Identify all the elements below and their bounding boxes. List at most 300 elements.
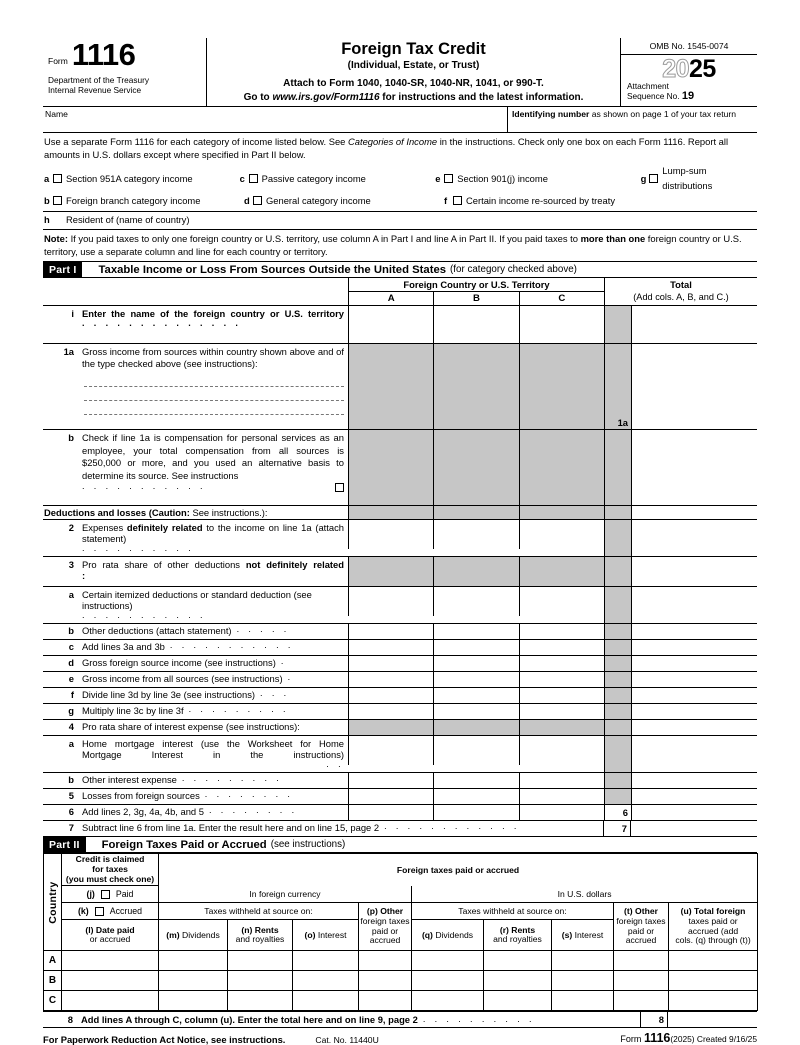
line-3c-text: Add lines 3a and 3b	[82, 641, 165, 653]
line-3c-cell-c[interactable]	[520, 640, 604, 655]
row-b-col-r[interactable]	[484, 971, 552, 991]
total-header-box	[605, 278, 757, 305]
line-3c-total-cell	[604, 640, 632, 655]
line-5-input-cells	[348, 789, 604, 804]
line-3c-cell-b[interactable]	[434, 640, 519, 655]
row-b-col-o[interactable]	[293, 971, 359, 991]
row-c-col-t[interactable]	[614, 991, 669, 1011]
credit-claimed-line2: for taxes	[92, 863, 128, 874]
credit-claimed-header	[62, 854, 159, 886]
line-1a-write-in-1[interactable]	[84, 386, 344, 387]
table-row[interactable]	[44, 951, 758, 971]
row-a-col-n[interactable]	[228, 951, 293, 971]
line-i-cell-c[interactable]	[520, 306, 604, 343]
line-4-input-cells	[348, 720, 604, 735]
category-option-a[interactable]	[44, 163, 240, 193]
line-3d-cell-a[interactable]	[349, 656, 434, 671]
row-a-col-s[interactable]	[552, 951, 614, 971]
line-2-total-rest	[632, 520, 757, 556]
line-4b-total-rest	[632, 773, 757, 788]
line-3a-text: Certain itemized deductions or standard deduction (see instructions)	[82, 589, 312, 612]
row-c-col-p[interactable]	[359, 991, 412, 1011]
line-1b-input-cells	[348, 430, 604, 505]
line-4a-cell-b[interactable]	[434, 736, 519, 765]
checkbox-a-icon[interactable]	[53, 174, 62, 183]
line-1b-total-rest	[632, 430, 757, 505]
row-b-col-m[interactable]	[159, 971, 228, 991]
row-b-col-l[interactable]	[62, 971, 159, 991]
column-m-label: Dividends	[182, 930, 220, 941]
withheld-at-source-foreign-header: Taxes withheld at source on:	[159, 903, 359, 920]
attachment-label: Attachment	[627, 81, 669, 91]
row-a-col-o[interactable]	[293, 951, 359, 971]
deductions-heading-total-cell	[604, 506, 632, 519]
line-3f-cell-b[interactable]	[434, 688, 519, 703]
row-c-col-l[interactable]	[62, 991, 159, 1011]
column-s-header	[552, 920, 614, 951]
table-row[interactable]	[44, 971, 758, 991]
line-i-cell-b[interactable]	[434, 306, 519, 343]
row-b-col-s[interactable]	[552, 971, 614, 991]
line-6-cell-b[interactable]	[434, 805, 519, 820]
column-r-line1: (r) Rents	[499, 924, 536, 935]
column-o-label: Interest	[317, 930, 347, 941]
line-7-total-marker-cell	[603, 821, 631, 836]
column-header-b: B	[434, 292, 519, 305]
department-line2: Internal Revenue Service	[48, 84, 142, 95]
line-3-total-rest	[632, 557, 757, 586]
line-3a-total-rest	[632, 587, 757, 623]
category-letter-b: b	[44, 195, 50, 207]
tax-year-suffix: 25	[689, 55, 716, 83]
line-5-cell-c[interactable]	[520, 789, 604, 804]
table-row[interactable]	[44, 991, 758, 1011]
accrued-checkbox-row[interactable]	[62, 903, 159, 920]
line-2-text-post: to the income on line 1a (attach statement)	[82, 522, 344, 545]
line-4a-cell-c[interactable]	[520, 736, 604, 765]
line-4-number: 4	[68, 721, 74, 733]
column-o-letter: (o)	[304, 930, 316, 941]
row-a-col-r[interactable]	[484, 951, 552, 971]
category-option-c[interactable]	[240, 163, 436, 193]
line-4a-number: a	[68, 738, 74, 750]
line-3d-text: Gross foreign source income (see instructions)	[82, 657, 276, 669]
line-3a-cell-c[interactable]	[520, 587, 604, 616]
category-label-f: Certain income re-sourced by treaty	[466, 195, 616, 207]
line-3f-cell-a[interactable]	[349, 688, 434, 703]
line-3d-cell-b[interactable]	[434, 656, 519, 671]
category-letter-d: d	[244, 195, 250, 207]
category-option-e[interactable]	[435, 163, 640, 193]
line-4b-number: b	[68, 774, 74, 786]
part1-row-3e: e Gross income from all sources (see instructions) .	[43, 671, 757, 687]
deductions-heading-cell-a	[349, 506, 434, 519]
part1-title	[82, 262, 576, 277]
part2-table	[43, 853, 757, 1011]
resident-row[interactable]	[43, 211, 757, 230]
category-letter-f: f	[444, 195, 448, 207]
line-1a-write-in-3[interactable]	[84, 414, 344, 415]
note-text-b: foreign country or U.S. territory, use a separate column and line for each country or territory.	[44, 233, 742, 257]
checkbox-b-icon[interactable]	[53, 196, 62, 205]
line-4b-input-cells	[348, 773, 604, 788]
row-b-col-q[interactable]	[412, 971, 484, 991]
line-6-total-rest[interactable]	[632, 805, 757, 820]
line-4b-cell-b[interactable]	[434, 773, 519, 788]
deductions-caution-rest: See instructions.):	[189, 507, 268, 519]
line-i-input-cells	[348, 306, 604, 343]
line-3c-cell-a[interactable]	[349, 640, 434, 655]
line-4b-cell-c[interactable]	[520, 773, 604, 788]
catalog-number: Cat. No. 11440U	[315, 1035, 379, 1045]
line-3d-cell-c[interactable]	[520, 656, 604, 671]
part1-title-text: Taxable Income or Loss From Sources Outside the United States	[98, 263, 447, 276]
line-4-text: Pro rata share of interest expense (see instructions):	[82, 721, 300, 733]
line-1a-total-rest[interactable]	[632, 344, 757, 429]
line-6-input-cells	[348, 805, 604, 820]
line-4b-total-cell	[604, 773, 632, 788]
goto-suffix: for instructions and the latest information.	[379, 92, 584, 103]
column-p-line2: foreign taxes	[360, 916, 410, 927]
category-letter-g: g	[640, 172, 647, 184]
line-3g-cell-b[interactable]	[434, 704, 519, 719]
line-3f-cell-c[interactable]	[520, 688, 604, 703]
category-letter-c: c	[239, 172, 245, 184]
intro-line2: Form 1116. Report all amounts in U.S. dollars except where specified in Part II below.	[44, 136, 729, 160]
line-6-total-marker-cell	[604, 805, 632, 820]
checkbox-g-icon[interactable]	[649, 174, 658, 183]
line-3e-text: Gross income from all sources (see instructions)	[82, 673, 283, 685]
category-option-g[interactable]	[641, 163, 757, 193]
line-1b-checkbox-icon[interactable]	[335, 483, 344, 492]
line-6-text: Add lines 2, 3g, 4a, 4b, and 5	[82, 806, 204, 818]
category-label-a: Section 951A category income	[66, 172, 193, 184]
line-8-number: 8	[67, 1014, 73, 1026]
column-p-header	[359, 903, 412, 951]
part1-column-headers	[43, 278, 757, 305]
line-i-number: i	[71, 308, 74, 320]
line-3a-cell-b[interactable]	[434, 587, 519, 616]
line-3f-number: f	[70, 689, 74, 701]
part1-row-1b: b Check if line 1a is compensation for personal services as an employee, your total compensation from all sources is $250,000 or more, and you used an alternative basis to determine its source. See instructions . . . . . . . . . . .	[43, 429, 757, 505]
row-c-col-u[interactable]	[669, 991, 758, 1011]
line-1b-text: Check if line 1a is compensation for personal services as an employee, your total compensation from all sources is $250,000 or more, and you used an alternative basis to determine its source. See instructions	[82, 432, 344, 481]
line-1a-cell-b	[434, 344, 519, 429]
paperwork-notice: For Paperwork Reduction Act Notice, see instructions.	[43, 1034, 286, 1045]
line-3d-total-rest	[632, 656, 757, 671]
line-3a-input-cells	[348, 587, 604, 616]
line-2-input-cells	[348, 520, 604, 549]
line-3b-cell-c[interactable]	[520, 624, 604, 639]
sequence-number: 19	[681, 89, 695, 102]
row-c-col-o[interactable]	[293, 991, 359, 1011]
column-p-line1: (p) Other	[366, 906, 404, 917]
line-1b-cell-b	[434, 430, 519, 505]
accrued-checkbox-icon[interactable]	[95, 907, 104, 916]
intro-line1-b: in the instructions. Check only one box on each	[437, 136, 637, 147]
column-u-line3: accrued (add	[687, 925, 739, 936]
line-3-text-bold: not definitely related	[245, 559, 344, 571]
header-form-identity	[43, 38, 207, 106]
category-row-1	[43, 163, 757, 193]
line-1a-cell-c	[520, 344, 604, 429]
note-bold-than-one: than one	[606, 233, 646, 245]
line-6-cell-c[interactable]	[520, 805, 604, 820]
column-header-c: C	[558, 293, 566, 305]
line-3g-number: g	[68, 705, 74, 717]
form-1116	[43, 38, 757, 1045]
part1-row-i: i Enter the name of the foreign country or U.S. territory . . . . . . . . . . . . . .	[43, 305, 757, 343]
line-5-total-cell	[604, 789, 632, 804]
line-1b-cell-a	[349, 430, 434, 505]
part1-row-3c: c Add lines 3a and 3b . . . . . . . . . . .	[43, 639, 757, 655]
line-5-cell-a[interactable]	[349, 789, 434, 804]
line-1a-input-cells	[348, 344, 604, 429]
line-7-number: 7	[68, 822, 74, 834]
category-option-b[interactable]	[44, 193, 244, 208]
row-a-col-m[interactable]	[159, 951, 228, 971]
resident-label: Resident of (name of country)	[66, 214, 190, 226]
line-7-total-rest[interactable]	[631, 821, 757, 836]
part1-grid	[43, 278, 757, 836]
note-text-a: If you paid taxes to only one foreign country or U.S. territory, use column A in Part I and line A in Part II. If you paid taxes to	[67, 233, 581, 245]
line-2-cell-c[interactable]	[520, 520, 604, 549]
line-2-cell-b[interactable]	[434, 520, 519, 549]
category-label-c: Passive category income	[261, 172, 366, 184]
column-p-line4: accrued	[369, 935, 401, 946]
identifying-number-label: Identifying number	[512, 109, 590, 119]
line-2-number: 2	[68, 522, 74, 534]
category-label-e: Section 901(j) income	[457, 172, 548, 184]
deductions-heading-cell-b	[434, 506, 519, 519]
line-4-total-rest	[632, 720, 757, 735]
column-l-line1: (l) Date paid	[85, 924, 135, 935]
line-3b-total-rest	[632, 624, 757, 639]
footer-created: Created 9/16/25	[694, 1034, 757, 1045]
column-n-line1: (n) Rents	[241, 924, 279, 935]
deductions-heading-cell-c	[520, 506, 604, 519]
row-a-col-t[interactable]	[614, 951, 669, 971]
credit-claimed-line1: Credit is claimed	[75, 854, 145, 865]
identifying-number-field[interactable]	[508, 107, 757, 132]
part1-row-1a	[43, 343, 757, 429]
line-3b-cell-a[interactable]	[349, 624, 434, 639]
part1-row-5: 5 Losses from foreign sources . . . . . . . .	[43, 788, 757, 804]
line-4a-total-rest	[632, 736, 757, 772]
row-b-col-p[interactable]	[359, 971, 412, 991]
line-3f-total-rest	[632, 688, 757, 703]
line-4a-input-cells	[348, 736, 604, 765]
column-s-label: Interest	[574, 930, 604, 941]
line-3a-cell-a[interactable]	[349, 587, 434, 616]
footer-form-number: 1116	[643, 1031, 671, 1045]
part1-row-3d: d Gross foreign source income (see instructions) .	[43, 655, 757, 671]
line-3e-number: e	[68, 673, 74, 685]
line-1a-write-in-2[interactable]	[84, 400, 344, 401]
resident-letter: h	[44, 214, 50, 226]
column-u-line4: cols. (q) through (t))	[675, 935, 751, 946]
accrued-letter: (k)	[77, 906, 89, 917]
line-i-cell-a[interactable]	[349, 306, 434, 343]
part1-row-3g: g Multiply line 3c by line 3f . . . . . . . . .	[43, 703, 757, 719]
deductions-heading-total-rest	[632, 506, 757, 519]
line-3e-input-cells	[348, 672, 604, 687]
column-q-header	[412, 920, 484, 951]
paid-label: Paid	[115, 889, 134, 900]
deductions-caution: (Caution:	[148, 507, 190, 519]
irs-url[interactable]: www.irs.gov/Form1116	[272, 92, 380, 103]
line-1a-total-marker-cell	[604, 344, 632, 429]
category-label-g: Lump-sum distributions	[662, 165, 713, 192]
page-subtitle: (Individual, Estate, or Trust)	[347, 60, 480, 71]
part2-title-note: (see instructions)	[270, 839, 346, 851]
part1-deductions-heading-row	[43, 505, 757, 519]
column-u-line1: (u) Total foreign	[680, 906, 746, 917]
column-t-line1: (t) Other	[624, 906, 658, 917]
paid-checkbox-row[interactable]	[62, 886, 159, 903]
goto-line	[207, 91, 620, 104]
in-foreign-currency-header: In foreign currency	[159, 886, 412, 903]
name-field[interactable]	[43, 107, 508, 132]
line-4-cell-a	[349, 720, 434, 735]
line-3-cell-a	[349, 557, 434, 586]
row-c-col-n[interactable]	[228, 991, 293, 1011]
category-option-f[interactable]	[444, 193, 654, 208]
line-1a-cell-a	[349, 344, 434, 429]
line-i-text: Enter the name of the foreign country or U.S. territory	[82, 308, 344, 320]
form-word-label: Form	[48, 56, 68, 66]
category-label-d: General category income	[266, 195, 371, 207]
line-3b-text: Other deductions (attach statement)	[82, 625, 232, 637]
name-label: Name	[45, 109, 68, 119]
line-3-number: 3	[68, 559, 74, 571]
checkbox-e-icon[interactable]	[444, 174, 453, 183]
row-a-col-l[interactable]	[62, 951, 159, 971]
footer-form-word: Form	[620, 1034, 642, 1045]
line-1a-number: 1a	[63, 346, 74, 358]
line-3f-total-cell	[604, 688, 632, 703]
line-5-cell-b[interactable]	[434, 789, 519, 804]
checkbox-d-icon[interactable]	[253, 196, 262, 205]
part1-row-4a: a Home mortgage interest (use the Worksheet for Home Mortgage Interest in the instructions) . .	[43, 735, 757, 772]
column-p-line3: paid or	[371, 925, 399, 936]
goto-prefix: Go to	[243, 92, 273, 103]
line-4b-text: Other interest expense	[82, 774, 177, 786]
foreign-taxes-banner: Foreign taxes paid or accrued	[159, 854, 758, 886]
line-4a-text: Home mortgage interest (use the Worksheet for Home Mortgage Interest in the instructions)	[82, 738, 344, 761]
line-1b-total-cell	[604, 430, 632, 505]
row-c-col-s[interactable]	[552, 991, 614, 1011]
line-3e-cell-c[interactable]	[520, 672, 604, 687]
paid-checkbox-icon[interactable]	[101, 890, 110, 899]
line-3b-cell-b[interactable]	[434, 624, 519, 639]
paid-letter: (j)	[86, 889, 95, 900]
line-1b-number: b	[68, 432, 74, 444]
row-letter-a: A	[44, 951, 62, 971]
line-3g-cell-c[interactable]	[520, 704, 604, 719]
line-3-total-cell	[604, 557, 632, 586]
category-option-d[interactable]	[244, 193, 444, 208]
part1-row-2: 2 Expenses definitely related to the income on line 1a (attach statement) . . . . . . . . . .	[43, 519, 757, 556]
line-4-cell-c	[520, 720, 604, 735]
line-4b-cell-a[interactable]	[349, 773, 434, 788]
form-number: 1116	[71, 37, 136, 72]
line-3b-input-cells	[348, 624, 604, 639]
column-t-line2: foreign taxes	[616, 916, 666, 927]
line-1a-marker: 1a	[617, 417, 628, 429]
header-title-block	[207, 38, 621, 106]
part1-row-4b: b Other interest expense . . . . . . . . .	[43, 772, 757, 788]
foreign-country-header-box	[348, 278, 605, 305]
part1-row-3	[43, 556, 757, 586]
line-6-marker: 6	[622, 807, 628, 819]
row-c-col-r[interactable]	[484, 991, 552, 1011]
footer-year: (2025)	[670, 1034, 695, 1045]
column-n-header	[228, 920, 293, 951]
row-a-col-p[interactable]	[359, 951, 412, 971]
header-omb-block	[621, 38, 757, 106]
line-4a-cell-a[interactable]	[349, 736, 434, 765]
column-m-letter: (m)	[166, 930, 180, 941]
column-m-header	[159, 920, 228, 951]
attachment-sequence	[621, 82, 757, 101]
attach-to-line: Attach to Form 1040, 1040-SR, 1040-NR, 1041, or 990-T.	[283, 78, 544, 89]
note-paragraph	[43, 230, 757, 261]
line-2-cell-a[interactable]	[349, 520, 434, 549]
name-row	[43, 107, 757, 133]
row-b-col-n[interactable]	[228, 971, 293, 991]
note-bold-more: more	[580, 233, 604, 245]
line-3e-cell-b[interactable]	[434, 672, 519, 687]
row-a-col-u[interactable]	[669, 951, 758, 971]
line-6-number: 6	[68, 806, 74, 818]
line-3d-input-cells	[348, 656, 604, 671]
column-t-line4: accrued	[625, 935, 657, 946]
part1-title-note: (for category checked above)	[450, 264, 577, 276]
line-6-cell-a[interactable]	[349, 805, 434, 820]
column-q-letter: (q)	[421, 930, 433, 941]
intro-line1-a: Use a separate Form 1116 for each category of income listed below. See	[44, 136, 348, 147]
line-3g-cell-a[interactable]	[349, 704, 434, 719]
row-a-col-q[interactable]	[412, 951, 484, 971]
row-c-col-m[interactable]	[159, 991, 228, 1011]
part1-bar	[43, 261, 757, 278]
total-subheader: (Add cols. A, B, and C.)	[633, 292, 729, 303]
row-b-col-u[interactable]	[669, 971, 758, 991]
column-header-a: A	[349, 292, 434, 305]
line-7-text: Subtract line 6 from line 1a. Enter the result here and on line 15, page 2	[82, 822, 380, 834]
line-3e-cell-a[interactable]	[349, 672, 434, 687]
line-5-text: Losses from foreign sources	[82, 790, 200, 802]
part1-row-3f: f Divide line 3d by line 3e (see instructions) . . .	[43, 687, 757, 703]
row-c-col-q[interactable]	[412, 991, 484, 1011]
line-4-cell-b	[434, 720, 519, 735]
credit-claimed-line3: (you must check one)	[65, 873, 155, 884]
checkbox-f-icon[interactable]	[453, 196, 462, 205]
line-7-marker: 7	[621, 823, 627, 835]
column-o-header	[293, 920, 359, 951]
line-4a-total-cell	[604, 736, 632, 772]
line-3b-number: b	[68, 625, 74, 637]
checkbox-c-icon[interactable]	[249, 174, 258, 183]
row-b-col-t[interactable]	[614, 971, 669, 991]
line-4-total-cell	[604, 720, 632, 735]
withheld-at-source-usd-header: Taxes withheld at source on:	[412, 903, 614, 920]
column-r-line2: and royalties	[493, 934, 542, 945]
category-label-b: Foreign branch category income	[66, 195, 201, 207]
line-3g-total-cell	[604, 704, 632, 719]
part1-row-4	[43, 719, 757, 735]
